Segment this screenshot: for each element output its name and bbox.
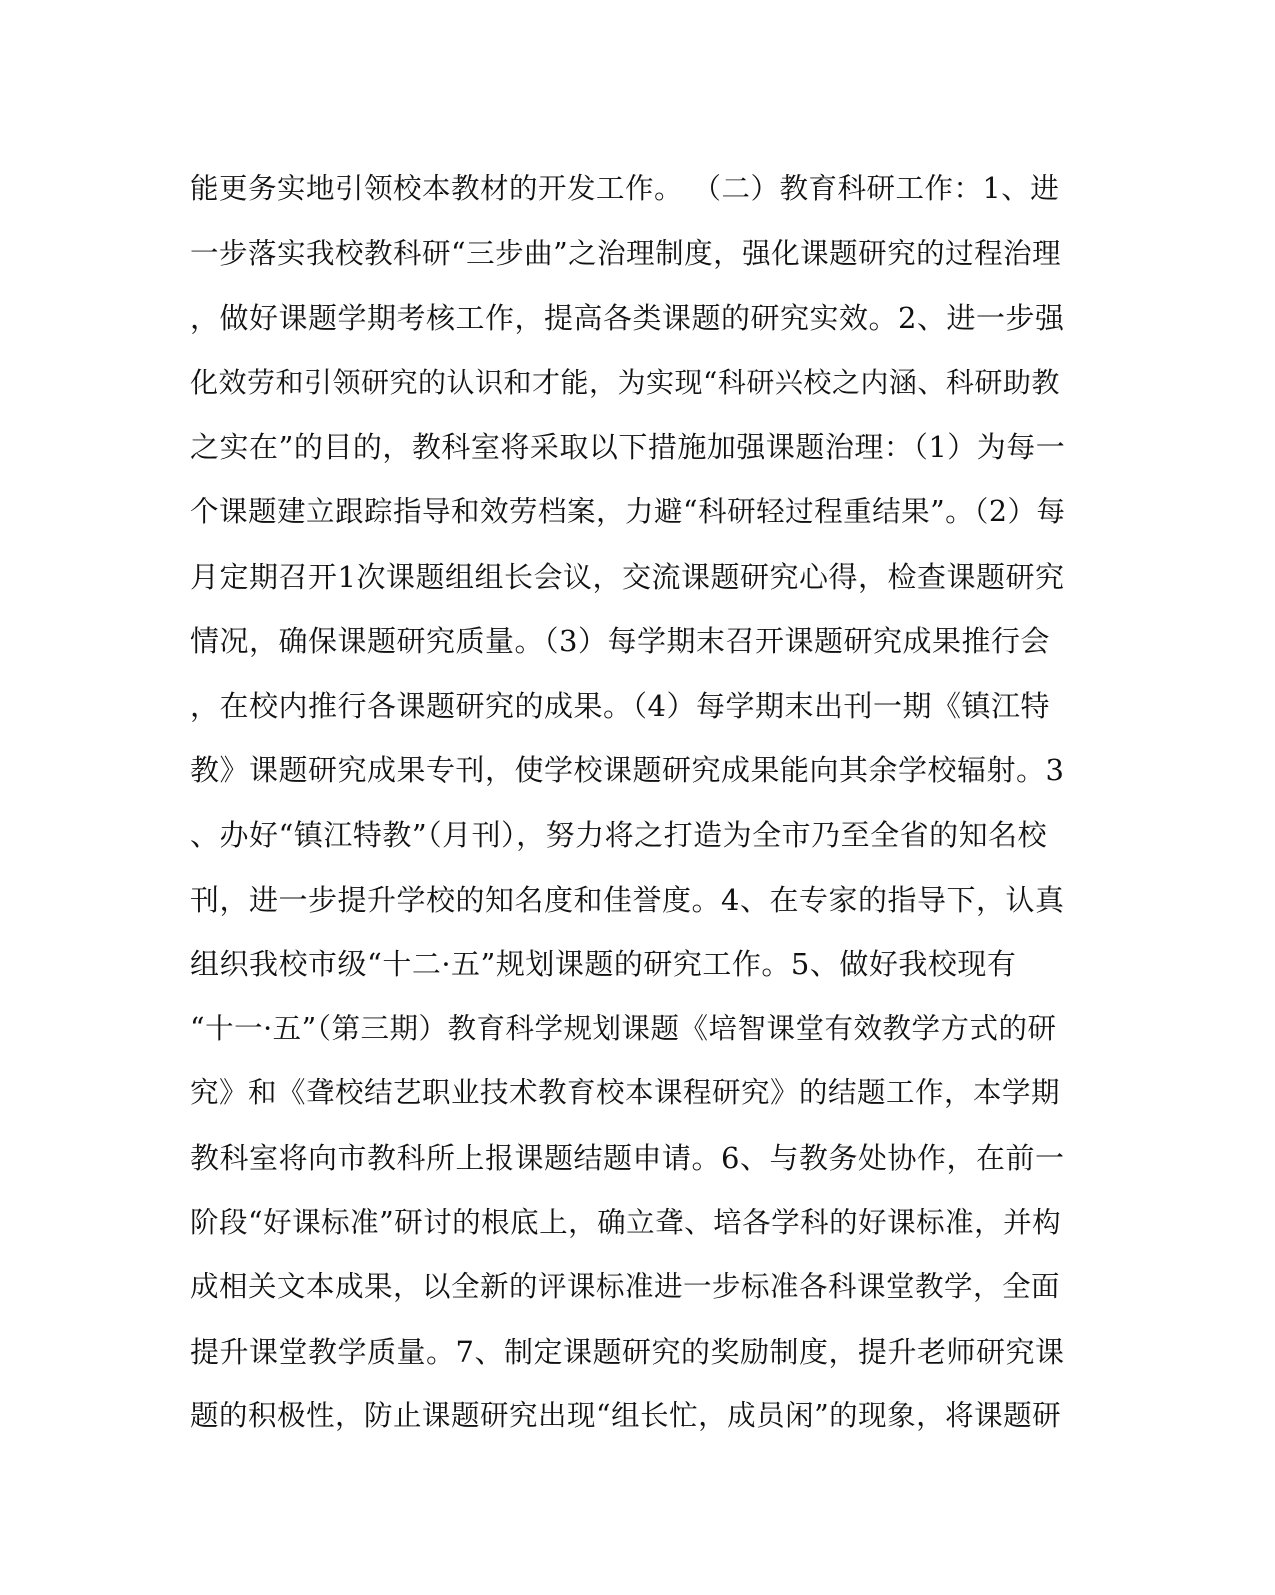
text-line-7: 月定期召开1次课题组组长会议，交流课题研究心得，检查课题研究	[190, 559, 1065, 594]
text-line-1: 能更务实地引领校本教材的开发工作。 （二）教育科研工作：1、进	[190, 172, 1060, 205]
text-line-4: 化效劳和引领研究的认识和才能，为实现“科研兴校之内涵、科研助教	[190, 365, 1060, 399]
text-line-11: 、办好“镇江特教”（月刊），努力将之打造为全市乃至全省的知名校	[190, 817, 1048, 852]
text-line-17: 阶段“好课标准”研讨的根底上，确立聋、培各学科的好课标准，并构	[190, 1205, 1062, 1239]
text-line-14: “十一·五”（第三期）教育科学规划课题《培智课堂有效教学方式的研	[190, 1011, 1057, 1045]
text-line-15: 究》和《聋校结艺职业技术教育校本课程研究》的结题工作，本学期	[190, 1076, 1061, 1110]
text-line-19: 提升课堂教学质量。7、制定课题研究的奖励制度，提升老师研究课	[190, 1334, 1065, 1369]
text-line-3: ，做好课题学期考核工作，提高各类课题的研究实效。2、进一步强	[190, 301, 1065, 336]
text-line-8: 情况，确保课题研究质量。（3）每学期末召开课题研究成果推行会	[190, 624, 1050, 659]
text-line-13: 组织我校市级“十二·五”规划课题的研究工作。5、做好我校现有	[190, 947, 1017, 982]
text-line-10: 教》课题研究成果专刊，使学校课题研究成果能向其余学校辐射。3	[190, 753, 1065, 788]
text-line-18: 成相关文本成果，以全新的评课标准进一步标准各科课堂教学，全面	[190, 1270, 1061, 1304]
text-line-9: ，在校内推行各课题研究的成果。（4）每学期末出刊一期《镇江特	[190, 688, 1050, 723]
text-line-6: 个课题建立跟踪指导和效劳档案，力避“科研轻过程重结果”。（2）每	[190, 494, 1066, 528]
text-line-12: 刊，进一步提升学校的知名度和佳誉度。4、在专家的指导下，认真	[190, 882, 1065, 917]
text-line-16: 教科室将向市教科所上报课题结题申请。6、与教务处协作，在前一	[190, 1140, 1065, 1175]
text-line-5: 之实在”的目的，教科室将采取以下措施加强课题治理：（1）为每一	[190, 430, 1066, 465]
text-line-20: 题的积极性，防止课题研究出现“组长忙，成员闲”的现象，将课题研	[190, 1399, 1062, 1433]
text-line-2: 一步落实我校教科研“三步曲”之治理制度，强化课题研究的过程治理	[190, 236, 1062, 270]
body-text	[190, 157, 1070, 1449]
